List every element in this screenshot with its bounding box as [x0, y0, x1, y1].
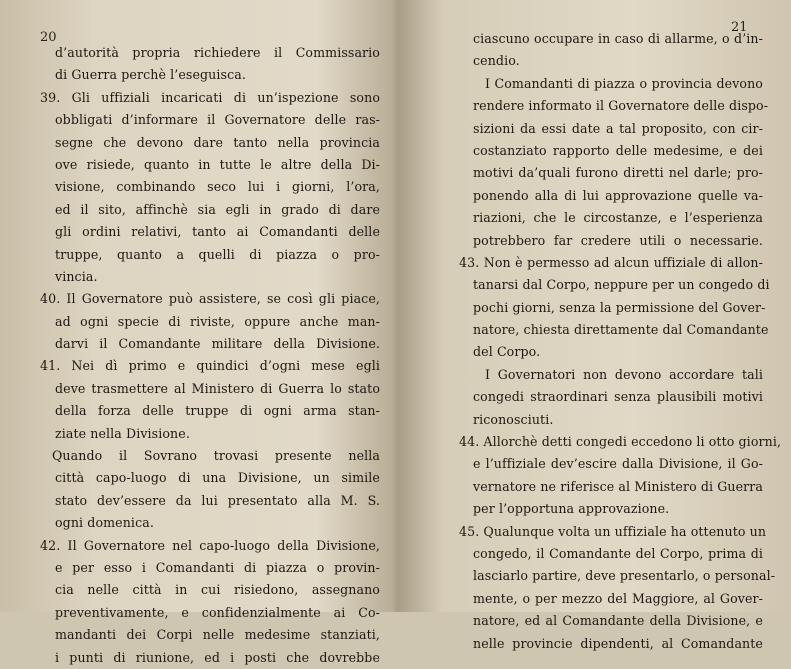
- text-line: 44. Allorchè detti congedi eccedono li otto giorni,: [459, 434, 782, 450]
- text-line: ziate nella Divisione.: [55, 425, 190, 441]
- text-line: i punti di riunione, ed i posti che dovrebbe: [55, 649, 380, 665]
- text-line: deve trasmettere al Ministero di Guerra lo stato: [55, 380, 380, 396]
- text-line: cendio.: [473, 53, 520, 69]
- text-line: congedi straordinari senza plausibili motivi: [473, 389, 763, 405]
- text-line: nelle provincie dipendenti, al Comandante: [473, 635, 763, 651]
- text-line: vernatore ne riferisce al Ministero di Guerra: [473, 478, 764, 494]
- text-line: ogni domenica.: [55, 515, 154, 531]
- text-line: visione, combinando seco lui i giorni, l’ora,: [55, 179, 380, 195]
- text-line: della forza delle truppe di ogni arma stan-: [55, 403, 380, 419]
- text-line: ad ogni specie di riviste, oppure anche man-: [55, 313, 380, 329]
- text-line: costanziato rapporto delle medesime, e dei: [473, 142, 763, 158]
- text-line: preventivamente, e confidenzialmente ai Co-: [55, 604, 380, 620]
- left-page-number: 20: [40, 30, 57, 45]
- text-line: obbligati d’informare il Governatore delle ras-: [55, 112, 380, 128]
- right-page-number: 21: [731, 20, 748, 35]
- text-line: gli ordini relativi, tanto ai Comandanti delle: [55, 224, 380, 240]
- text-line: 39. Gli uffiziali incaricati di un’ispezione sono: [40, 89, 380, 105]
- text-line: ove risiede, quanto in tutte le altre della Di-: [55, 156, 380, 172]
- text-line: ciascuno occupare in caso di allarme, o d’in-: [473, 31, 763, 46]
- text-line: I Governatori non devono accordare tali: [485, 366, 763, 382]
- text-line: truppe, quanto a quelli di piazza o pro-: [55, 246, 380, 262]
- text-line: e per esso i Comandanti di piazza o provin-: [55, 559, 380, 575]
- text-line: 42. Il Governatore nel capo-luogo della Divisione,: [40, 537, 380, 553]
- text-line: natore, ed al Comandante della Divisione, e: [473, 613, 763, 629]
- text-line: rendere informato il Governatore delle dispo-: [473, 98, 769, 114]
- text-line: 41. Nei dì primo e quindici d’ogni mese egli: [40, 358, 380, 374]
- text-line: mente, o per mezzo del Maggiore, al Gover-: [473, 590, 763, 606]
- text-line: sizioni da essi date a tal proposito, con cir-: [473, 120, 763, 136]
- text-line: ponendo alla di lui approvazione quelle va-: [473, 187, 763, 203]
- text-line: ed il sito, affinchè sia egli in grado di dare: [55, 201, 380, 217]
- text-line: congedo, il Comandante del Corpo, prima di: [473, 545, 763, 561]
- text-line: motivi da’quali furono diretti nel darle; pro-: [473, 165, 763, 181]
- text-line: I Comandanti di piazza o provincia devono: [485, 75, 763, 91]
- text-line: riazioni, che le circostanze, e l’esperienza: [473, 210, 763, 226]
- text-line: 40. Il Governatore può assistere, se così gli piace,: [40, 291, 380, 307]
- text-line: darvi il Comandante militare della Divisione.: [55, 336, 380, 352]
- text-line: mandanti dei Corpi nelle medesime stanziati,: [55, 627, 380, 643]
- text-line: di Guerra perchè l’eseguisca.: [55, 67, 246, 83]
- text-line: vincia.: [55, 268, 98, 284]
- text-line: natore, chiesta direttamente dal Comandante: [473, 322, 769, 338]
- text-line: 45. Qualunque volta un uffiziale ha ottenuto un: [459, 523, 767, 539]
- text-line: segne che devono dare tanto nella provincia: [55, 134, 380, 150]
- text-line: pochi giorni, senza la permissione del Gover-: [473, 299, 766, 315]
- text-line: d’autorità propria richiedere il Commissario: [55, 45, 380, 60]
- text-line: stato dev’essere da lui presentato alla M. S.: [55, 492, 380, 508]
- text-line: città capo-luogo di una Divisione, un simile: [55, 470, 380, 486]
- text-line: e l’uffiziale dev’escire dalla Divisione, il Go-: [473, 456, 763, 472]
- text-line: per l’opportuna approvazione.: [473, 501, 670, 517]
- text-line: cia nelle città in cui risiedono, assegnano: [55, 582, 380, 598]
- text-line: 43. Non è permesso ad alcun uffiziale di allon-: [459, 254, 763, 270]
- right-page-body: [459, 28, 782, 655]
- text-line: potrebbero far credere utili o necessarie.: [473, 232, 763, 248]
- text-line: del Corpo.: [473, 344, 541, 360]
- text-line: riconosciuti.: [473, 411, 554, 427]
- text-line: Quando il Sovrano trovasi presente nella: [52, 448, 380, 464]
- right-page: [405, 0, 791, 651]
- left-page-body: [40, 42, 380, 669]
- text-line: lasciarlo partire, deve presentarlo, o personal-: [473, 568, 776, 584]
- text-line: tanarsi dal Corpo, neppure per un congedo di: [473, 277, 770, 293]
